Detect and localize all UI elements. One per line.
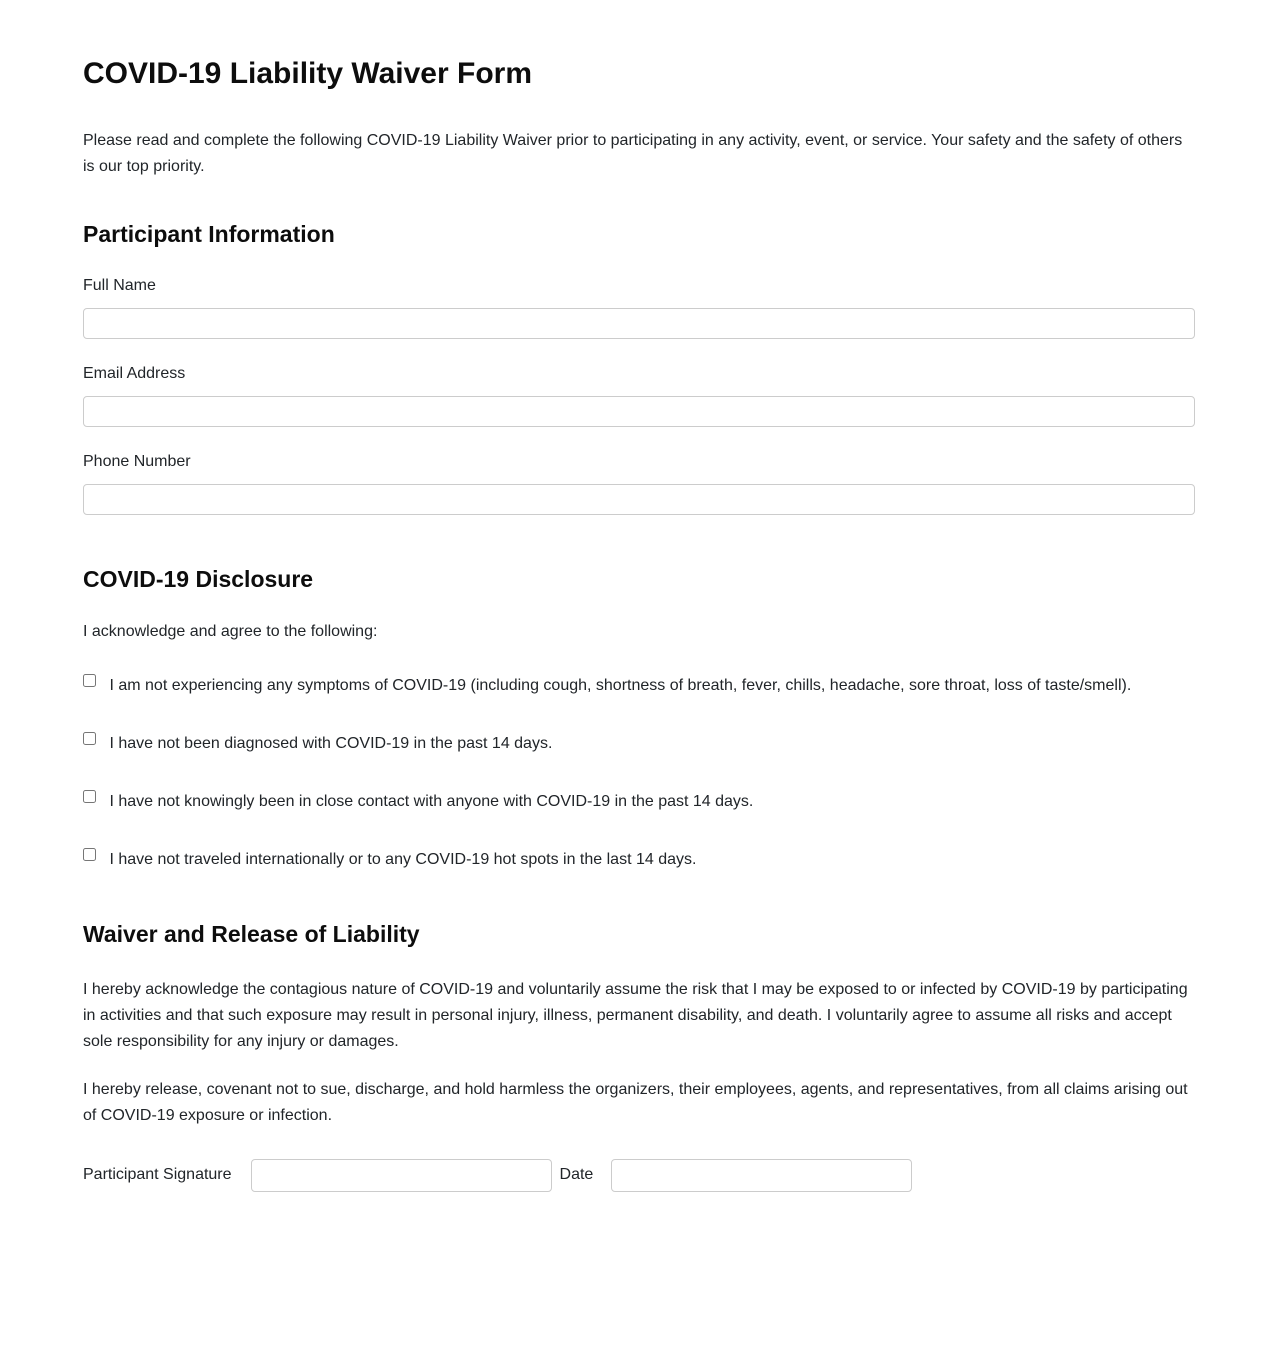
checkbox-text: I have not been diagnosed with COVID-19 in the past 14 days. <box>109 734 553 752</box>
signature-row <box>83 1159 1195 1192</box>
checkbox-row-symptoms <box>83 674 1195 696</box>
page-title: COVID-19 Liability Waiver Form <box>83 57 532 90</box>
checkbox-label-diagnosed[interactable] <box>83 735 552 752</box>
section-heading-waiver: Waiver and Release of Liability <box>83 920 420 947</box>
email-label: Email Address <box>83 365 186 383</box>
intro-text: Please read and complete the following COVID-19 Liability Waiver prior to participating in any activity, event, or service. Your safety and the safety of others is our top priority. <box>83 132 1183 175</box>
phone-label: Phone Number <box>83 453 191 471</box>
symptoms-checkbox[interactable] <box>83 674 96 687</box>
date-label: Date <box>559 1166 594 1184</box>
travel-checkbox[interactable] <box>83 848 96 861</box>
full-name-input[interactable] <box>83 308 1195 339</box>
checkbox-row-close-contact <box>83 790 1195 812</box>
checkbox-text: I am not experiencing any symptoms of COVID-19 (including cough, shortness of breath, fever, chills, headache, sore throat, loss of taste/smell). <box>109 676 1132 694</box>
checkbox-row-diagnosed <box>83 732 1195 754</box>
form-field-email <box>83 365 1195 427</box>
checkbox-text: I have not knowingly been in close contact with anyone with COVID-19 in the past 14 days. <box>109 792 754 810</box>
waiver-paragraph-release: I hereby release, covenant not to sue, discharge, and hold harmless the organizers, their employees, agents, and representatives, from all claims arising out of COVID-19 exposure or infection. <box>83 1080 1188 1124</box>
diagnosed-checkbox[interactable] <box>83 732 96 745</box>
checkbox-label-symptoms[interactable] <box>83 677 1131 694</box>
participant-signature-input[interactable] <box>251 1159 552 1192</box>
checkbox-text: I have not traveled internationally or to any COVID-19 hot spots in the last 14 days. <box>109 850 697 868</box>
waiver-paragraph-risk: I hereby acknowledge the contagious nature of COVID-19 and voluntarily assume the risk that I may be exposed to or infected by COVID-19 by participating in activities and that such exposure may result in personal injury, illness, permanent disability, and death. I voluntarily agree to assume all risks and accept sole responsibility for any injury or damages. <box>83 980 1188 1050</box>
participant-signature-label: Participant Signature <box>83 1166 232 1184</box>
section-heading-participant-info: Participant Information <box>83 221 335 247</box>
checkbox-label-travel[interactable] <box>83 851 696 868</box>
date-input[interactable] <box>611 1159 912 1192</box>
waiver-form <box>83 0 1195 1372</box>
checkbox-row-travel <box>83 848 1195 870</box>
phone-input[interactable] <box>83 484 1195 515</box>
full-name-label: Full Name <box>83 277 156 295</box>
form-field-full-name <box>83 277 1195 339</box>
email-input[interactable] <box>83 396 1195 427</box>
section-heading-covid-disclosure: COVID-19 Disclosure <box>83 566 314 593</box>
form-field-phone <box>83 453 1195 515</box>
close-contact-checkbox[interactable] <box>83 790 96 803</box>
acknowledge-intro-text: I acknowledge and agree to the following: <box>83 622 378 640</box>
checkbox-label-close-contact[interactable] <box>83 793 753 810</box>
